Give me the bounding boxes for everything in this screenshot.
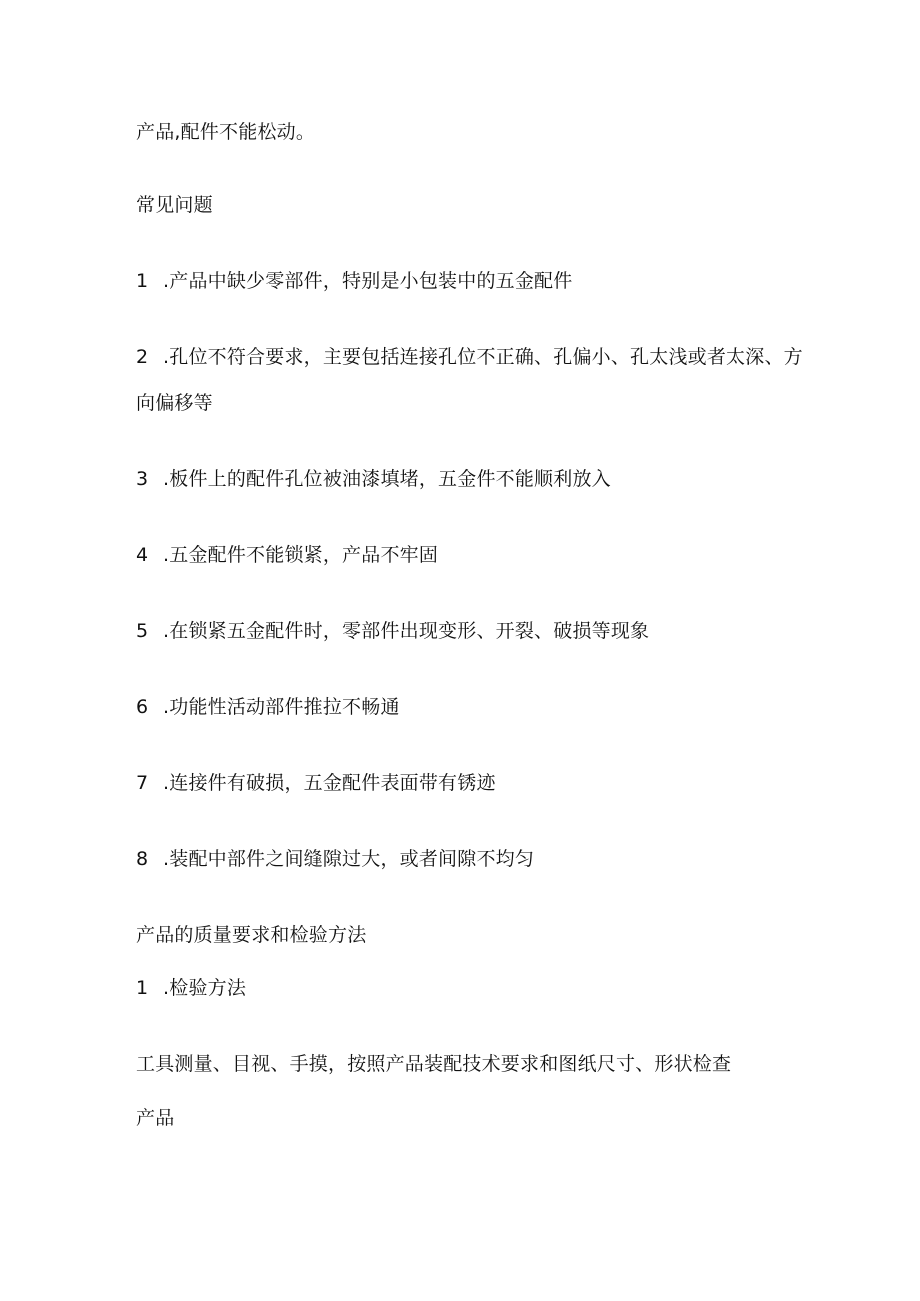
problem-number: 3 [136,468,149,490]
problem-text: .在锁紧五金配件时，零部件出现变形、开裂、破损等现象 [163,620,650,642]
problem-number: 5 [136,620,149,642]
problem-text: .孔位不符合要求，主要包括连接孔位不正确、孔偏小、孔太浅或者太深、方 [163,346,803,368]
problem-item-8 [136,845,534,873]
problem-number: 8 [136,848,149,870]
problem-item-4 [136,541,438,569]
problem-text: .产品中缺少零部件，特别是小包装中的五金配件 [163,270,573,292]
method-text: .检验方法 [163,977,247,999]
problem-number: 2 [136,346,149,368]
problem-number: 1 [136,270,149,292]
problem-text: .五金配件不能锁紧，产品不牢固 [163,544,439,566]
problem-item-5 [136,617,649,645]
problem-text: .板件上的配件孔位被油漆填堵，五金件不能顺利放入 [163,468,611,490]
method-item-1 [136,974,246,1002]
problem-item-3 [136,465,611,493]
intro-text: 产品,配件不能松动。 [136,121,316,143]
problem-text: .连接件有破损，五金配件表面带有锈迹 [163,772,496,794]
method-description-line-2: 产品 [136,1107,175,1129]
section-title-common-problems: 常见问题 [136,194,213,216]
problem-text: .装配中部件之间缝隙过大，或者间隙不均匀 [163,848,535,870]
problem-item-2 [136,343,803,371]
problem-number: 4 [136,544,149,566]
problem-text: .功能性活动部件推拉不畅通 [163,696,400,718]
problem-item-7 [136,769,496,797]
problem-item-1 [136,267,572,295]
method-number: 1 [136,977,149,999]
method-description-line-1: 工具测量、目视、手摸，按照产品装配技术要求和图纸尺寸、形状检查 [136,1053,732,1075]
section-title-quality-requirements: 产品的质量要求和检验方法 [136,924,367,946]
problem-item-6 [136,693,400,721]
problem-number: 6 [136,696,149,718]
problem-item-2-continuation: 向偏移等 [136,392,213,414]
problem-number: 7 [136,772,149,794]
